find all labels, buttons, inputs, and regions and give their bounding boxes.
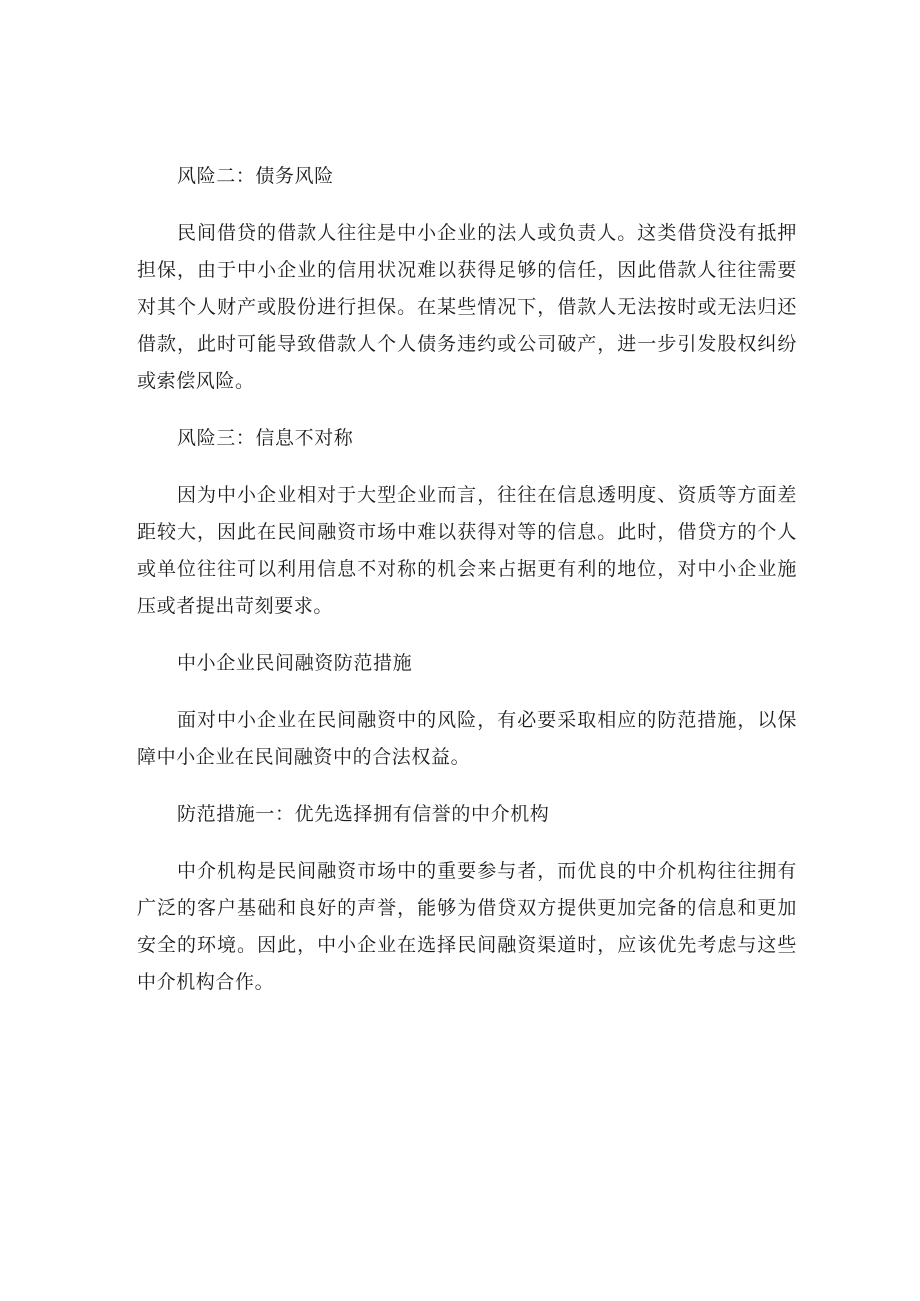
paragraph-debt-risk: 民间借贷的借款人往往是中小企业的法人或负责人。这类借贷没有抵押担保，由于中小企业的信用状况难以获得足够的信任，因此借款人往往需要对其个人财产或股份进行担保。在某些情况下，借款人无法按时或无法归还借款，此时可能导致借款人个人债务违约或公司破产，进一步引发股权纠纷或索偿风险。 (137, 222, 797, 392)
section-heading-debt-risk: 风险二：债务风险 (177, 165, 334, 187)
section-heading-measure-one: 防范措施一：优先选择拥有信誉的中介机构 (177, 803, 550, 825)
paragraph-information-asymmetry: 因为中小企业相对于大型企业而言，往往在信息透明度、资质等方面差距较大，因此在民间融资市场中难以获得对等的信息。此时，借贷方的个人或单位往往可以利用信息不对称的机会来占据更有利的地位，对中小企业施压或者提出苛刻要求。 (137, 484, 797, 617)
document-body (137, 158, 797, 1021)
section-heading-prevention-measures: 中小企业民间融资防范措施 (177, 652, 413, 674)
paragraph-prevention-intro: 面对中小企业在民间融资中的风险，有必要采取相应的防范措施，以保障中小企业在民间融资中的合法权益。 (137, 709, 797, 768)
section-heading-information-asymmetry: 风险三：信息不对称 (177, 427, 354, 449)
paragraph-measure-one: 中介机构是民间融资市场中的重要参与者，而优良的中介机构往往拥有广泛的客户基础和良好的声誉，能够为借贷双方提供更加完备的信息和更加安全的环境。因此，中小企业在选择民间融资渠道时，应该优先考虑与这些中介机构合作。 (137, 860, 797, 993)
